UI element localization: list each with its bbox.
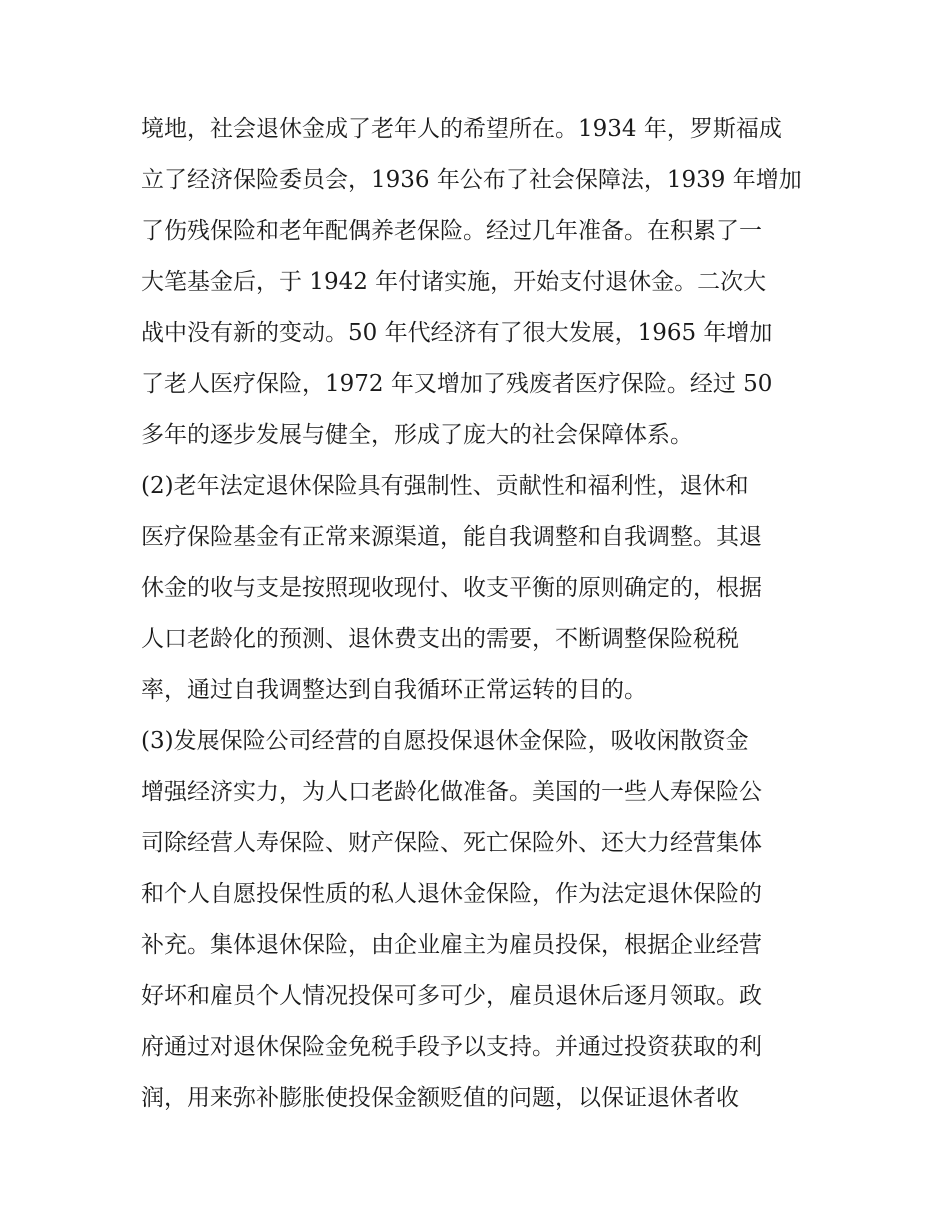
text-line: 补充。集体退休保险，由企业雇主为雇员投保，根据企业经营 xyxy=(141,932,762,958)
text-line: 境地，社会退休金成了老年人的希望所在。1934 年，罗斯福成 xyxy=(141,116,782,142)
text-line: 战中没有新的变动。50 年代经济有了很大发展，1965 年增加 xyxy=(141,320,773,346)
text-line: 多年的逐步发展与健全，形成了庞大的社会保障体系。 xyxy=(141,422,693,448)
text-line: 司除经营人寿保险、财产保险、死亡保险外、还大力经营集体 xyxy=(141,830,762,856)
text-line: 府通过对退休保险金免税手段予以支持。并通过投资获取的利 xyxy=(141,1034,762,1060)
text-line: 立了经济保险委员会，1936 年公布了社会保障法，1939 年增加 xyxy=(141,167,802,193)
body-text xyxy=(141,104,821,1124)
text-line: 大笔基金后，于 1942 年付诸实施，开始支付退休金。二次大 xyxy=(141,269,767,295)
text-line: 增强经济实力，为人口老龄化做准备。美国的一些人寿保险公 xyxy=(141,779,762,805)
text-line: 润，用来弥补膨胀使投保金额贬值的问题，以保证退休者收 xyxy=(141,1085,739,1111)
text-line: (3)发展保险公司经营的自愿投保退休金保险，吸收闲散资金 xyxy=(141,728,749,754)
text-line: 和个人自愿投保性质的私人退休金保险，作为法定退休保险的 xyxy=(141,881,762,907)
text-line: 了伤残保险和老年配偶养老保险。经过几年准备。在积累了一 xyxy=(141,218,762,244)
text-line: 率，通过自我调整达到自我循环正常运转的目的。 xyxy=(141,677,647,703)
text-line: 好坏和雇员个人情况投保可多可少，雇员退休后逐月领取。政 xyxy=(141,983,762,1009)
text-line: 了老人医疗保险，1972 年又增加了残废者医疗保险。经过 50 xyxy=(141,371,773,397)
text-line: 人口老龄化的预测、退休费支出的需要，不断调整保险税税 xyxy=(141,626,739,652)
text-line: 医疗保险基金有正常来源渠道，能自我调整和自我调整。其退 xyxy=(141,524,762,550)
text-line: (2)老年法定退休保险具有强制性、贡献性和福利性，退休和 xyxy=(141,473,749,499)
text-line: 休金的收与支是按照现收现付、收支平衡的原则确定的，根据 xyxy=(141,575,762,601)
